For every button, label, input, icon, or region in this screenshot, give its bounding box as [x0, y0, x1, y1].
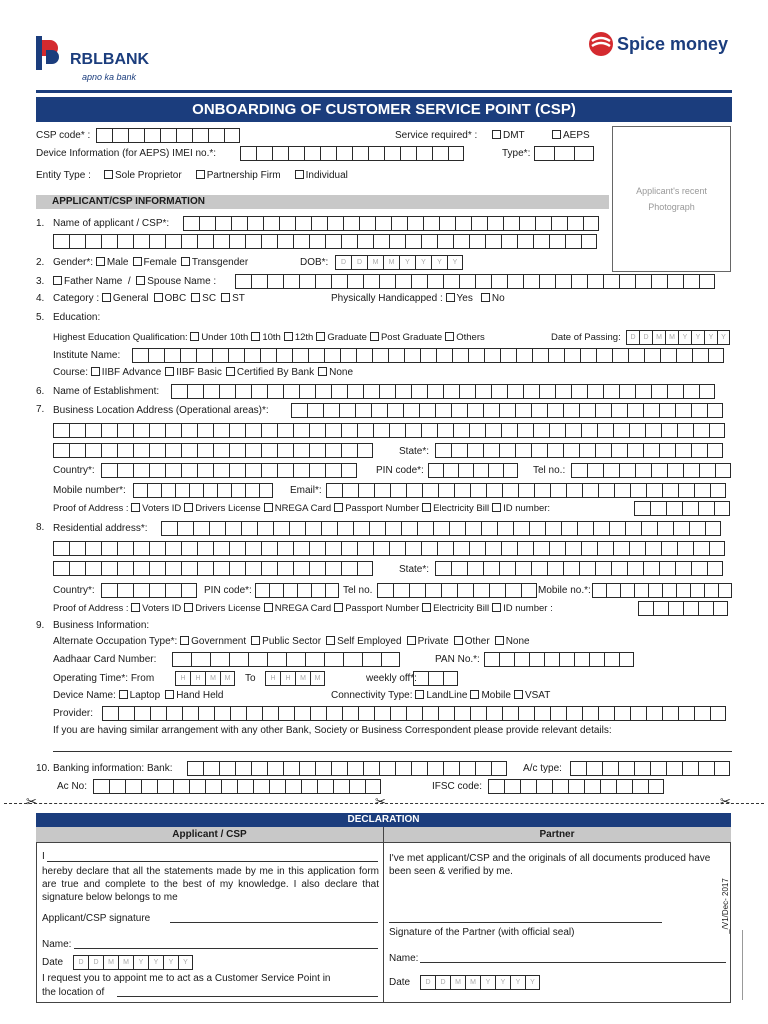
- f7-num: 7.: [36, 404, 45, 415]
- state-label-8: State*:: [399, 564, 430, 575]
- category-row[interactable]: Category : General OBC SC ST: [53, 293, 245, 304]
- country-boxes-8[interactable]: [101, 583, 197, 598]
- email-boxes-7[interactable]: [326, 483, 726, 498]
- device-label: Device Information (for AEPS) IMEI no.*:: [36, 148, 217, 159]
- provider-label: Provider:: [53, 708, 94, 719]
- actype-boxes[interactable]: [570, 761, 730, 776]
- scissors-icon: ✂: [26, 794, 37, 809]
- id-number-boxes-8[interactable]: [638, 601, 728, 616]
- business-address-boxes-2[interactable]: [53, 423, 725, 438]
- rbl-logo: [36, 36, 64, 70]
- pin-label-7: PIN code*:: [376, 465, 424, 476]
- f1-label: Name of applicant / CSP*:: [53, 218, 170, 229]
- residential-label: Residential address*:: [53, 523, 148, 534]
- business-info-label: Business Information:: [53, 620, 150, 631]
- state-boxes-8[interactable]: [435, 561, 723, 576]
- aeps-checkbox[interactable]: [552, 130, 561, 139]
- csp-code-boxes[interactable]: [96, 128, 240, 143]
- decl-name-line[interactable]: [47, 861, 378, 862]
- to-label: To: [245, 673, 256, 684]
- dmt-option[interactable]: DMT: [492, 130, 525, 142]
- actype-label: A/c type:: [523, 763, 562, 774]
- partner-head: Partner: [539, 829, 575, 840]
- aadhaar-label: Aadhaar Card Number:: [53, 654, 157, 665]
- from-time-boxes[interactable]: H H M M: [175, 671, 235, 686]
- decl-text: hereby declare that all the statements made by me in this application form are true and complete to the best of my knowledge. I also declare that signature below belongs to me: [42, 866, 379, 903]
- ifsc-label: IFSC code:: [432, 781, 483, 792]
- request-text: I request you to appoint me to act as a Customer Service Point in: [42, 973, 331, 984]
- dob-boxes[interactable]: D D M M Y Y Y Y: [335, 255, 463, 270]
- gender-row[interactable]: Gender*: Male Female Transgender: [53, 257, 249, 268]
- country-boxes-7[interactable]: [101, 463, 357, 478]
- weekly-off-label: weekly off*:: [366, 673, 417, 684]
- mobile-label-7: Mobile number*:: [53, 485, 126, 496]
- parent-row[interactable]: Father Name / Spouse Name :: [53, 276, 216, 288]
- email-label-7: Email*:: [290, 485, 322, 496]
- handicapped-row[interactable]: Physically Handicapped : Yes No: [331, 293, 505, 304]
- aadhaar-boxes[interactable]: [172, 652, 400, 667]
- state-label-7: State*:: [399, 446, 430, 457]
- f8-num: 8.: [36, 522, 45, 533]
- business-address-label: Business Location Address (Operational areas)*:: [53, 405, 269, 416]
- csp-code-label: CSP code* :: [36, 130, 91, 141]
- tel-boxes-7[interactable]: [571, 463, 731, 478]
- proof-row-8[interactable]: Proof of Address : Voters ID Drivers License NREGA Card Passport Number Electricity Bill ID number :: [53, 603, 553, 614]
- education-label: Education:: [53, 312, 101, 323]
- acno-label: Ac No:: [57, 781, 88, 792]
- connectivity-row[interactable]: Connectivity Type: LandLine Mobile VSAT: [331, 690, 551, 701]
- applicant-name-label: Name:: [42, 939, 72, 950]
- tel-label-7: Tel no.:: [533, 465, 566, 476]
- applicant-name-boxes-2[interactable]: [53, 234, 597, 249]
- partner-text: I've met applicant/CSP and the originals of all documents produced have been seen & verified by me.: [389, 853, 711, 877]
- partner-name-label: Name:: [389, 953, 419, 964]
- f9-num: 9.: [36, 620, 45, 631]
- applicant-date-label: Date: [42, 957, 64, 968]
- applicant-date-boxes[interactable]: D D M M Y Y Y Y: [73, 955, 193, 970]
- qualification-row[interactable]: Highest Education Qualification: Under 10th 10th 12th Graduate Post Graduate Others: [53, 332, 485, 343]
- partner-name-line[interactable]: [420, 962, 726, 963]
- pan-boxes[interactable]: [484, 652, 634, 667]
- declaration-title: DECLARATION: [36, 813, 731, 827]
- bank-label: Banking information: Bank:: [53, 763, 173, 774]
- f2-num: 2.: [36, 257, 45, 268]
- parent-name-boxes[interactable]: [235, 274, 715, 289]
- location-label: the location of: [42, 987, 105, 998]
- establishment-label: Name of Establishment:: [53, 386, 160, 397]
- institute-label: Institute Name:: [53, 350, 121, 361]
- residential-boxes-1[interactable]: [161, 521, 721, 536]
- f4-num: 4.: [36, 293, 45, 304]
- id-number-boxes-7[interactable]: [634, 501, 730, 516]
- pin-boxes-7[interactable]: [428, 463, 518, 478]
- scissors-icon: ✂: [375, 794, 386, 809]
- decl-i: I: [42, 851, 45, 862]
- type-label: Type*:: [502, 148, 531, 159]
- aeps-option[interactable]: AEPS: [552, 130, 590, 142]
- type-boxes[interactable]: [534, 146, 594, 161]
- spice-logo-icon: [588, 31, 614, 57]
- section-header: APPLICANT/CSP INFORMATION: [36, 195, 609, 209]
- country-label-8: Country*:: [53, 585, 95, 596]
- business-address-boxes-1[interactable]: [291, 403, 723, 418]
- to-time-boxes[interactable]: H H M M: [265, 671, 325, 686]
- entity-label: Entity Type :: [36, 170, 91, 181]
- acno-boxes[interactable]: [93, 779, 381, 794]
- device-row[interactable]: Device Name: Laptop Hand Held: [53, 690, 224, 701]
- country-label-7: Country*:: [53, 465, 95, 476]
- bank-boxes[interactable]: [187, 761, 507, 776]
- dmt-checkbox[interactable]: [492, 130, 501, 139]
- alt-occupation-row[interactable]: Alternate Occupation Type*: Government Public Sector Self Employed Private Other None: [53, 636, 530, 647]
- similar-line[interactable]: [53, 751, 732, 752]
- institute-boxes[interactable]: [132, 348, 724, 363]
- version-line: [742, 930, 743, 1000]
- tel-boxes-8[interactable]: [377, 583, 537, 598]
- f6-num: 6.: [36, 386, 45, 397]
- applicant-sig-line[interactable]: [170, 922, 378, 923]
- partner-date-boxes[interactable]: D D M M Y Y Y Y: [420, 975, 540, 990]
- tel-label-8: Tel no.: [343, 585, 373, 596]
- location-line[interactable]: [117, 996, 378, 997]
- dob-label: DOB*:: [300, 257, 329, 268]
- scissors-icon: ✂: [720, 794, 731, 809]
- pin-label-8: PIN code*:: [204, 585, 252, 596]
- entity-options[interactable]: Sole Proprietor Partnership Firm Individual: [104, 170, 354, 182]
- mobile-boxes-8[interactable]: [592, 583, 732, 598]
- course-row[interactable]: Course: IIBF Advance IIBF Basic Certified By Bank None: [53, 367, 354, 378]
- form-title: ONBOARDING OF CUSTOMER SERVICE POINT (CSP): [36, 97, 732, 122]
- weekly-off-boxes[interactable]: [413, 671, 458, 686]
- business-address-boxes-3[interactable]: [53, 443, 373, 458]
- pin-boxes-8[interactable]: [255, 583, 339, 598]
- mobile-label-8: Mobile no.*:: [538, 585, 591, 596]
- establishment-boxes[interactable]: [171, 384, 715, 399]
- title-bar: [36, 90, 732, 93]
- partner-sig-label: Signature of the Partner (with official seal): [389, 927, 575, 938]
- applicant-name-line[interactable]: [74, 948, 378, 949]
- photo-box[interactable]: Applicant's recent Photograph: [612, 126, 731, 272]
- f10-num: 10.: [36, 763, 50, 774]
- form-version-code: _/V1/Dec- 2017: [720, 878, 730, 934]
- service-label: Service required* :: [395, 130, 478, 141]
- date-passing-boxes[interactable]: D D M M Y Y Y Y: [626, 330, 730, 345]
- optime-label: Operating Time*: From: [53, 673, 155, 684]
- ifsc-boxes[interactable]: [488, 779, 664, 794]
- proof-row-7[interactable]: Proof of Address : Voters ID Drivers License NREGA Card Passport Number Electricity Bill ID number:: [53, 503, 551, 514]
- residential-boxes-3[interactable]: [53, 561, 373, 576]
- f1-num: 1.: [36, 218, 45, 229]
- partner-sig-line[interactable]: [389, 922, 662, 923]
- applicant-sig-label: Applicant/CSP signature: [42, 913, 151, 924]
- bank-name: RBLBANK: [70, 51, 150, 68]
- provider-boxes[interactable]: [102, 706, 726, 721]
- declaration-divider: [383, 827, 384, 1003]
- residential-boxes-2[interactable]: [53, 541, 725, 556]
- f5-num: 5.: [36, 312, 45, 323]
- applicant-head: Applicant / CSP: [172, 829, 247, 840]
- applicant-name-boxes-1[interactable]: [183, 216, 599, 231]
- pan-label: PAN No.*:: [435, 654, 480, 665]
- mobile-boxes-7[interactable]: [133, 483, 273, 498]
- state-boxes-7[interactable]: [435, 443, 723, 458]
- date-passing-label: Date of Passing:: [551, 332, 621, 343]
- partner-brand: Spice money: [617, 34, 729, 54]
- imei-boxes[interactable]: [240, 146, 464, 161]
- similar-arrangement-text: If you are having similar arrangement with any other Bank, Society or Business Correspondent please provide relevant details:: [53, 725, 612, 736]
- partner-date-label: Date: [389, 977, 411, 988]
- bank-tagline: apno ka bank: [82, 72, 137, 82]
- f3-num: 3.: [36, 276, 45, 287]
